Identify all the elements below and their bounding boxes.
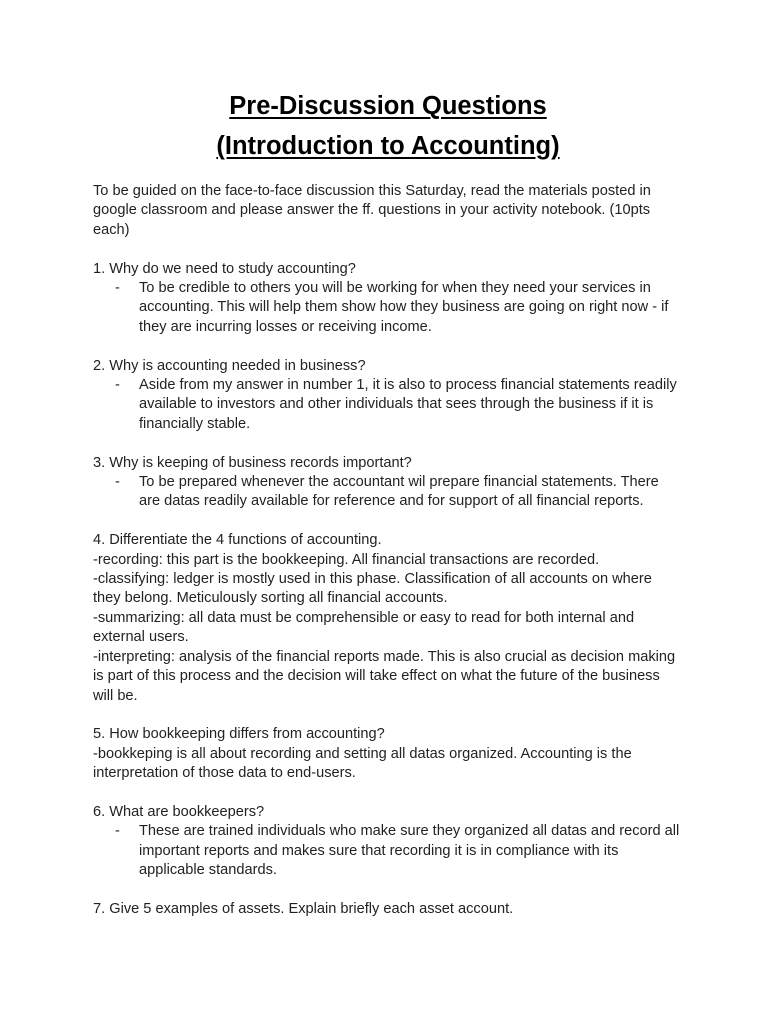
question-5: 5. How bookkeeping differs from accounting?: [93, 726, 385, 743]
question-6: 6. What are bookkeepers?: [93, 803, 265, 820]
question-block-2: [93, 357, 683, 435]
answer-3-text: To be prepared whenever the accountant wil prepare financial statements. There are datas readily available for reference and for support of all financial reports.: [139, 474, 659, 510]
intro-paragraph: To be guided on the face-to-face discussion this Saturday, read the materials posted in google classroom and please answer the ff. questions in your activity notebook. (10pts each): [93, 183, 651, 238]
answer-6-text: These are trained individuals who make sure they organized all datas and record all important reports and makes sure that recording it is in compliance with its applicable standards.: [139, 823, 680, 879]
spacer: [93, 512, 683, 531]
bullet-marker: -: [115, 377, 120, 394]
question-block-3: [93, 454, 683, 512]
answer-1: [93, 279, 683, 337]
answer-5: -bookkeping is all about recording and setting all datas organized. Accounting is the interpretation of those data to end-users.: [93, 745, 632, 782]
document-page: [93, 86, 683, 919]
answer-1-text: To be credible to others you will be working for when they need your services in accounting. This will help them show how they business are going on right now - if they are incurring losses or receiving income.: [139, 280, 669, 335]
question-block-5: [93, 725, 683, 783]
question-1: 1. Why do we need to study accounting?: [93, 260, 356, 277]
question-block-6: [93, 803, 683, 881]
bullet-marker: -: [115, 474, 120, 491]
function-classifying: -classifying: ledger is mostly used in this phase. Classification of all accounts on where they belong. Meticulously sorting all financial accounts.: [93, 571, 652, 607]
spacer: [93, 240, 683, 259]
function-interpreting: -interpreting: analysis of the financial reports made. This is also crucial as decision making is part of this process and the decision will take effect on what the future of the business will be.: [93, 648, 676, 704]
question-3: 3. Why is keeping of business records important?: [93, 454, 412, 471]
answer-2: [93, 376, 683, 434]
answer-6: [93, 822, 683, 880]
spacer: [93, 784, 683, 803]
spacer: [93, 337, 683, 356]
spacer: [93, 881, 683, 900]
question-block-4: [93, 531, 683, 706]
bullet-marker: -: [115, 823, 120, 840]
function-summarizing: -summarizing: all data must be comprehensible or easy to read for both internal and external users.: [93, 609, 635, 646]
document-title: [93, 86, 683, 166]
question-block-7: [93, 900, 683, 919]
answer-3: [93, 473, 683, 512]
spacer: [93, 434, 683, 453]
question-block-1: [93, 260, 683, 338]
question-7: 7. Give 5 examples of assets. Explain briefly each asset account.: [93, 900, 514, 917]
answer-2-text: Aside from my answer in number 1, it is also to process financial statements readily available to investors and other individuals that sees through the business if it is financially stable.: [139, 377, 677, 432]
question-2: 2. Why is accounting needed in business?: [93, 357, 366, 374]
title-line-1: Pre-Discussion Questions: [229, 92, 547, 120]
function-recording: -recording: this part is the bookkeeping. All financial transactions are recorded.: [93, 551, 600, 568]
spacer: [93, 706, 683, 725]
title-line-2: (Introduction to Accounting): [216, 132, 560, 160]
question-4: 4. Differentiate the 4 functions of accounting.: [93, 532, 382, 549]
bullet-marker: -: [115, 280, 120, 297]
